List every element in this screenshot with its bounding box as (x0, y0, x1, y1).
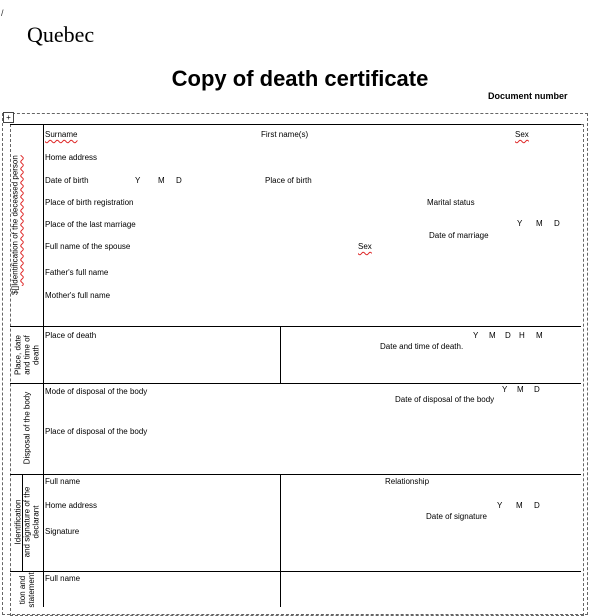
first-names-field[interactable]: First name(s) (261, 130, 309, 139)
document-number-label: Document number (488, 91, 568, 101)
marriage-day-letter: D (554, 219, 560, 228)
date-of-signature-field[interactable]: Date of signature (426, 512, 487, 521)
section-death-label: Place, date and time of death (13, 334, 41, 376)
birth-day-letter: D (176, 176, 182, 185)
disposal-month-letter: M (517, 385, 524, 394)
date-time-of-death-field[interactable]: Date and time of death. (380, 342, 464, 351)
marriage-month-letter: M (536, 219, 543, 228)
signature-field[interactable]: Signature (45, 527, 80, 536)
mode-of-disposal-field[interactable]: Mode of disposal of the body (45, 387, 148, 396)
page-title: Copy of death certificate (171, 66, 429, 91)
section-identification-label: $[]Identification of the deceased person (10, 155, 20, 295)
disposal-day-letter: D (534, 385, 540, 394)
place-of-birth-registration-field[interactable]: Place of birth registration (45, 198, 134, 207)
place-of-disposal-field[interactable]: Place of disposal of the body (45, 427, 148, 436)
date-of-marriage-field[interactable]: Date of marriage (429, 231, 489, 240)
spouse-sex-field[interactable]: Sex (358, 242, 372, 251)
province-name: Quebec (27, 22, 95, 47)
signature-year-letter: Y (497, 501, 503, 510)
birth-month-letter: M (158, 176, 165, 185)
father-full-name-field[interactable]: Father's full name (45, 268, 109, 277)
birth-year-letter: Y (135, 176, 141, 185)
date-of-birth-field[interactable]: Date of birth (45, 176, 89, 185)
date-of-disposal-field[interactable]: Date of disposal of the body (395, 395, 495, 404)
signature-day-letter: D (534, 501, 540, 510)
declarant-home-address-field[interactable]: Home address (45, 501, 98, 510)
death-minute-letter: M (536, 331, 543, 340)
section-declarant-label: Identification and signature of the declarant (13, 486, 41, 558)
marital-status-field[interactable]: Marital status (427, 198, 475, 207)
surname-field[interactable]: Surname (45, 130, 78, 139)
last-section-full-name-field[interactable]: Full name (45, 574, 81, 583)
corner-mark: / (1, 8, 4, 18)
place-of-birth-field[interactable]: Place of birth (265, 176, 312, 185)
place-of-last-marriage-field[interactable]: Place of the last marriage (45, 220, 136, 229)
signature-month-letter: M (516, 501, 523, 510)
death-month-letter: M (489, 331, 496, 340)
home-address-field[interactable]: Home address (45, 153, 98, 162)
mother-full-name-field[interactable]: Mother's full name (45, 291, 111, 300)
disposal-year-letter: Y (502, 385, 508, 394)
section-last-label: tion and statement (18, 572, 36, 608)
death-year-letter: Y (473, 331, 479, 340)
place-of-death-field[interactable]: Place of death (45, 331, 97, 340)
sex-field[interactable]: Sex (515, 130, 529, 139)
death-hour-letter: H (519, 331, 525, 340)
death-day-letter: D (505, 331, 511, 340)
relationship-field[interactable]: Relationship (385, 477, 430, 486)
declarant-full-name-field[interactable]: Full name (45, 477, 81, 486)
marriage-year-letter: Y (517, 219, 523, 228)
spouse-full-name-field[interactable]: Full name of the spouse (45, 242, 131, 251)
move-handle-icon[interactable]: + (3, 112, 14, 123)
section-disposal-label: Disposal of the body (22, 391, 32, 465)
